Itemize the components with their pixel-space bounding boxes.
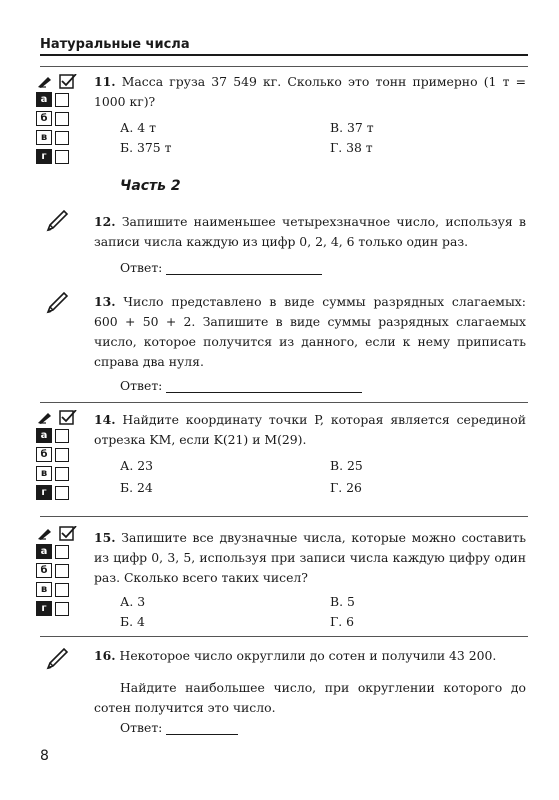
letter-a: а [36, 428, 52, 443]
pencil-icon [44, 646, 70, 672]
letter-v: в [36, 466, 52, 481]
answer-field-12[interactable] [120, 260, 322, 275]
divider [40, 636, 528, 637]
pencil-icon [44, 290, 70, 316]
answer-line[interactable] [166, 262, 322, 275]
answer-label: Ответ: [120, 260, 163, 275]
option-g[interactable]: Г. 38 т [330, 140, 373, 155]
answer-line[interactable] [166, 722, 238, 735]
letter-g: г [36, 601, 52, 616]
answer-box-b[interactable] [55, 448, 69, 462]
option-a[interactable]: А. 3 [120, 594, 146, 609]
task-text: Масса груза 37 549 кг. Сколько это тонн примерно (1 т = 1000 кг)? [94, 74, 526, 109]
answer-field-13[interactable] [120, 378, 362, 393]
answer-box-g[interactable] [55, 486, 69, 500]
task-text: Найдите координату точки P, которая является серединой отрезка KM, если K(21) и M(29). [94, 412, 526, 447]
divider [40, 516, 528, 517]
letter-v: в [36, 130, 52, 145]
answer-box-b[interactable] [55, 564, 69, 578]
pencil-icon [44, 208, 70, 234]
pen-check-icon [36, 410, 80, 425]
option-a[interactable]: А. 23 [120, 458, 154, 473]
letter-g: г [36, 485, 52, 500]
answer-box-g[interactable] [55, 150, 69, 164]
option-g[interactable]: Г. 26 [330, 480, 362, 495]
answer-marks-11 [36, 74, 80, 165]
answer-box-a[interactable] [55, 429, 69, 443]
answer-box-b[interactable] [55, 112, 69, 126]
task-16 [94, 646, 526, 718]
task-15 [94, 528, 526, 588]
task-number: 12. [94, 214, 116, 229]
answer-box-a[interactable] [55, 93, 69, 107]
answer-box-v[interactable] [55, 467, 69, 481]
task-text-2: Найдите наибольшее число, при округлении которого до сотен получится это число. [94, 680, 526, 715]
answer-box-a[interactable] [55, 545, 69, 559]
pen-check-icon [36, 526, 80, 541]
option-v[interactable]: В. 25 [330, 458, 363, 473]
task-number: 16. [94, 648, 116, 663]
answer-field-16[interactable] [120, 720, 238, 735]
letter-b: б [36, 447, 52, 462]
option-b[interactable]: Б. 375 т [120, 140, 172, 155]
task-number: 11. [94, 74, 116, 89]
task-13 [94, 292, 526, 372]
task-text: Некоторое число округлили до сотен и получили 43 200. [119, 648, 497, 663]
letter-g: г [36, 149, 52, 164]
task-number: 15. [94, 530, 116, 545]
header-title: Натуральные числа [40, 37, 190, 52]
answer-box-g[interactable] [55, 602, 69, 616]
letter-b: б [36, 111, 52, 126]
letter-a: а [36, 544, 52, 559]
option-b[interactable]: Б. 24 [120, 480, 153, 495]
pen-check-icon [36, 74, 80, 89]
answer-label: Ответ: [120, 378, 163, 393]
task-14 [94, 410, 526, 450]
answer-line[interactable] [166, 380, 362, 393]
answer-marks-14 [36, 410, 80, 501]
answer-marks-15 [36, 526, 80, 617]
option-a[interactable]: А. 4 т [120, 120, 156, 135]
answer-box-v[interactable] [55, 583, 69, 597]
divider [40, 66, 528, 67]
task-12 [94, 212, 526, 252]
letter-b: б [36, 563, 52, 578]
task-number: 14. [94, 412, 116, 427]
answer-box-v[interactable] [55, 131, 69, 145]
part-title: Часть 2 [120, 178, 181, 194]
letter-v: в [36, 582, 52, 597]
task-11 [94, 72, 526, 112]
option-g[interactable]: Г. 6 [330, 614, 354, 629]
letter-a: а [36, 92, 52, 107]
divider [40, 402, 528, 403]
task-text: Запишите все двузначные числа, которые можно составить из цифр 0, 3, 5, используя при записи числа каждую цифру один раз. Сколько всего таких чисел? [94, 530, 526, 585]
task-number: 13. [94, 294, 116, 309]
option-v[interactable]: В. 37 т [330, 120, 374, 135]
running-header [40, 34, 528, 56]
answer-label: Ответ: [120, 720, 163, 735]
option-b[interactable]: Б. 4 [120, 614, 145, 629]
task-text: Число представлено в виде суммы разрядных слагаемых: 600 + 50 + 2. Запишите в виде суммы разрядных слагаемых число, которое получится из данного, если к нему приписать справа два нуля. [94, 294, 526, 369]
page-number: 8 [40, 748, 49, 764]
option-v[interactable]: В. 5 [330, 594, 355, 609]
task-text: Запишите наименьшее четырехзначное число, используя в записи числа каждую из цифр 0, 2, 4, 6 только один раз. [94, 214, 526, 249]
